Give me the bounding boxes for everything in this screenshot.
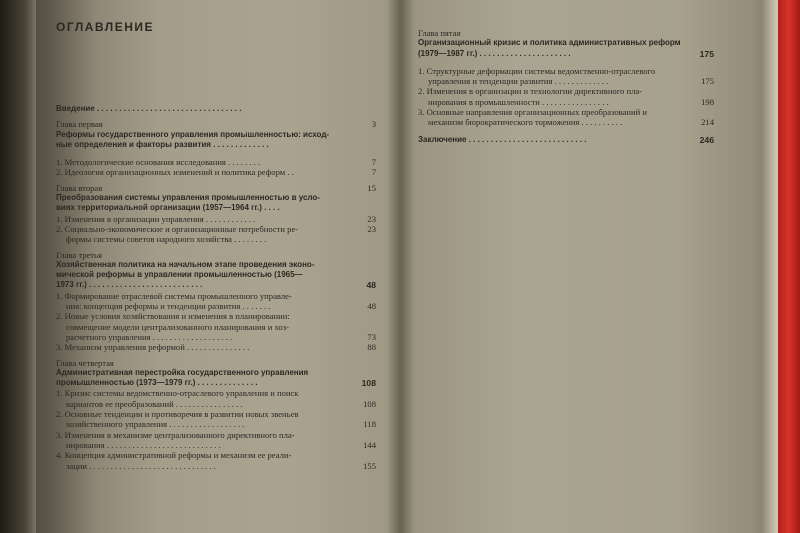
toc-line-text: Введение . . . . . . . . . . . . . . . . . . . . . . . . . . . . . . . . .: [56, 104, 242, 113]
toc-line: [56, 224, 376, 234]
toc-page-number: 214: [701, 117, 714, 128]
toc-line: [56, 234, 376, 244]
toc-line-text: ния: концепция реформы и тенденции развития . . . . . . .: [66, 301, 271, 312]
toc-line: [56, 311, 376, 321]
toc-page-number: 246: [699, 134, 714, 145]
toc-line: [56, 157, 376, 167]
toc-page-number: 23: [367, 213, 376, 224]
toc-line: [56, 440, 376, 450]
toc-line-text: 3. Изменения в механизме централизованного директивного пла-: [56, 429, 295, 440]
toc-line-text: Глава вторая: [56, 182, 103, 193]
toc-line: [56, 250, 376, 260]
toc-line-text: 1. Изменения в организации управления . . . . . . . . . . . .: [56, 213, 256, 224]
toc-line-text: зации . . . . . . . . . . . . . . . . . . . . . . . . . . . . . .: [66, 460, 216, 471]
toc-line-text: 4. Концепция административной реформы и механизм ее реали-: [56, 450, 292, 461]
toc-line: [56, 260, 376, 270]
toc-line: [418, 135, 714, 145]
toc-line: [418, 97, 714, 107]
toc-line: [418, 66, 714, 76]
toc-line-text: 1973 гг.) . . . . . . . . . . . . . . . . . . . . . . . . . .: [56, 280, 203, 290]
toc-line: [56, 342, 376, 352]
toc-line-text: промышленностью (1973—1979 гг.) . . . . . . . . . . . . . .: [56, 378, 258, 388]
toc-line-text: Организационный кризис и политика административных реформ: [418, 38, 681, 48]
toc-line-text: 1. Кризис системы ведомственно-отраслевого управления и поиск: [56, 388, 299, 399]
toc-line: [56, 322, 376, 332]
toc-line-text: механизм бюрократического торможения . . . . . . . . . .: [428, 117, 623, 128]
toc-line-text: 1. Методологические основания исследования . . . . . . . .: [56, 157, 261, 168]
toc-line: [418, 86, 714, 96]
toc-line-text: 2. Идеология организационных изменений и политика реформ . .: [56, 167, 294, 178]
toc-line-text: 2. Социально-экономические и организационные потребности ре-: [56, 223, 299, 234]
toc-line: [56, 430, 376, 440]
toc-page-number: 155: [363, 460, 376, 471]
toc-line: [56, 214, 376, 224]
toc-line-text: мической реформы в управлении промышленностью (1965—: [56, 270, 303, 280]
toc-page-number: 15: [367, 182, 376, 193]
red-cover: [778, 0, 800, 533]
toc-line-text: 3. Механизм управления реформой . . . . . . . . . . . . . . .: [56, 342, 250, 353]
toc-line: [56, 461, 376, 471]
toc-line: [56, 332, 376, 342]
toc-title: ОГЛАВЛЕНИЕ: [56, 20, 155, 34]
toc-line: [56, 399, 376, 409]
toc-page-number: 198: [701, 96, 714, 107]
toc-page-number: 144: [363, 439, 376, 450]
toc-line: [56, 119, 376, 129]
toc-line-text: Глава пятая: [418, 28, 461, 38]
toc-line-text: (1979—1987 гг.) . . . . . . . . . . . . . . . . . . . . .: [418, 48, 571, 58]
toc-line: [56, 193, 376, 203]
left-page: [56, 10, 376, 471]
toc-line-text: 2. Новые условия хозяйствования и изменения в планировании:: [56, 311, 290, 322]
toc-line-text: вариантов ее преобразований . . . . . . . . . . . . . . . .: [66, 398, 243, 409]
toc-page-number: 7: [371, 167, 376, 178]
toc-line-text: Реформы государственного управления промышленностью: исход-: [56, 129, 330, 139]
book-left-edge: [0, 0, 36, 533]
toc-line: [56, 167, 376, 177]
toc-line: [418, 49, 714, 59]
toc-page-number: 73: [367, 331, 376, 342]
toc-line: [56, 130, 376, 140]
toc-line: [418, 117, 714, 127]
toc-page-number: 118: [363, 419, 376, 430]
toc-line-text: Хозяйственная политика на начальном этапе проведения эконо-: [56, 259, 315, 269]
toc-line-text: нирования . . . . . . . . . . . . . . . . . . . . . . . . . . .: [66, 439, 221, 450]
toc-line-text: Глава первая: [56, 119, 103, 130]
toc-line: [418, 28, 714, 38]
toc-line-text: Преобразования системы управления промышленностью в усло-: [56, 193, 320, 203]
toc-line-text: 3. Основные направления организационных преобразований и: [418, 107, 647, 118]
toc-line-text: расчетного управления . . . . . . . . . . . . . . . . . . .: [66, 331, 233, 342]
toc-line: [56, 378, 376, 388]
toc-page-number: 3: [371, 119, 376, 130]
toc-line-text: формы системы советов народного хозяйства . . . . . . . .: [66, 234, 267, 245]
right-page: [418, 28, 714, 145]
toc-page-number: 108: [361, 378, 376, 389]
book-gutter: [388, 0, 414, 533]
toc-page-number: 175: [699, 48, 714, 59]
toc-line-text: Глава четвертая: [56, 357, 114, 368]
toc-line: [56, 203, 376, 213]
toc-line: [56, 301, 376, 311]
toc-line-text: совмещение модели централизованного планирования и хоз-: [66, 321, 289, 332]
toc-line-text: 1. Формирование отраслевой системы промышленного управле-: [56, 290, 292, 301]
right-toc-list: [418, 28, 714, 145]
toc-page-number: 108: [363, 398, 376, 409]
toc-line: [56, 183, 376, 193]
toc-page-number: 175: [701, 76, 714, 87]
left-toc-list: [56, 104, 376, 471]
toc-line-text: хозяйственного управления . . . . . . . . . . . . . . . . . .: [66, 419, 245, 430]
toc-line: [56, 388, 376, 398]
toc-line: [56, 280, 376, 290]
toc-line: [56, 419, 376, 429]
toc-page-number: 48: [366, 280, 376, 291]
toc-page-number: 48: [367, 301, 376, 312]
toc-line-text: Глава третья: [56, 249, 102, 260]
toc-line: [56, 291, 376, 301]
toc-page-number: 23: [367, 223, 376, 234]
toc-line: [418, 107, 714, 117]
toc-line: [418, 76, 714, 86]
toc-line: [418, 38, 714, 48]
toc-line: [56, 368, 376, 378]
toc-line: [56, 140, 376, 150]
toc-line: [56, 104, 376, 114]
toc-line: [56, 450, 376, 460]
toc-page-number: 7: [371, 157, 376, 168]
toc-line: [56, 409, 376, 419]
toc-line-text: 1. Структурные деформации системы ведомственно-отраслевого: [418, 65, 656, 76]
toc-line-text: 2. Изменения в организации и технологии директивного пла-: [418, 86, 643, 97]
toc-line-text: Заключение . . . . . . . . . . . . . . . . . . . . . . . . . . .: [418, 134, 587, 144]
toc-line: [56, 358, 376, 368]
toc-line-text: 2. Основные тенденции и противоречия в развитии новых звеньев: [56, 409, 299, 420]
toc-line-text: ные определения и факторы развития . . . . . . . . . . . . .: [56, 139, 269, 149]
toc-line: [56, 270, 376, 280]
toc-page-number: 88: [367, 342, 376, 353]
toc-line-text: нирования в промышленности . . . . . . . . . . . . . . . .: [428, 96, 609, 107]
toc-line-text: Административная перестройка государственного управления: [56, 367, 309, 377]
toc-line-text: управления и тенденции развития . . . . . . . . . . . . .: [428, 76, 609, 87]
toc-line-text: виях территориальной организации (1957—1964 гг.) . . . .: [56, 203, 280, 213]
